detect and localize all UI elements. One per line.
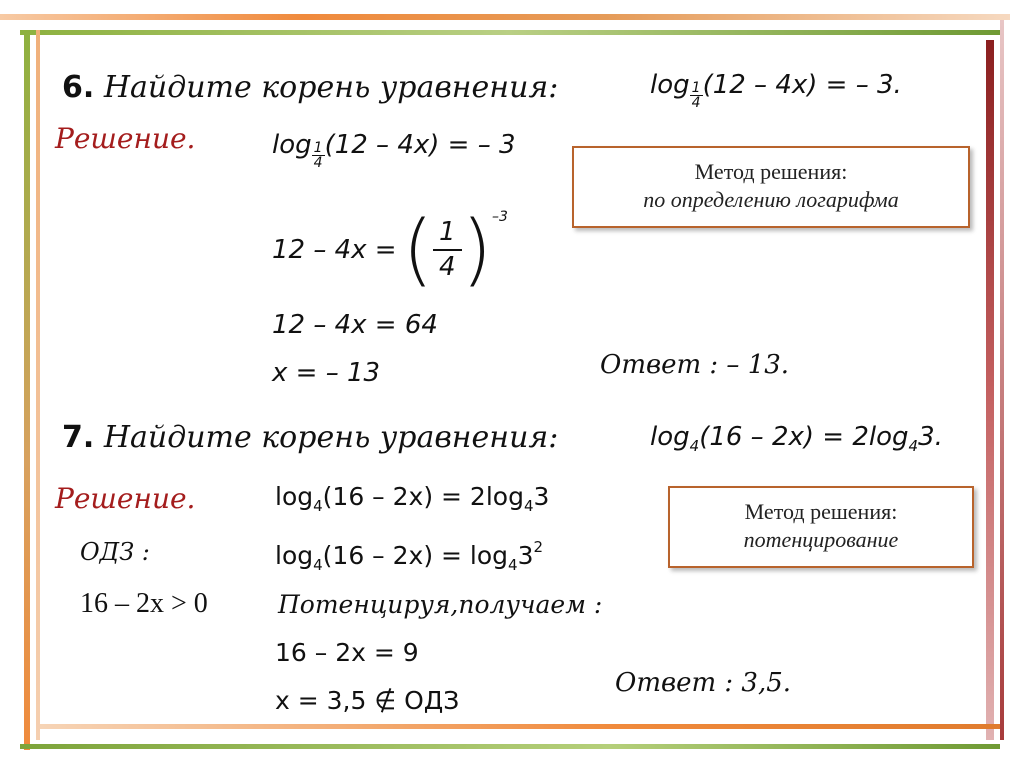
problem6-method-box bbox=[572, 146, 970, 228]
right-decor-bar bbox=[986, 40, 994, 740]
problem6-answer: Ответ : – 13. bbox=[600, 350, 790, 380]
problem6-step1: log $\frac{1}{4}$ (12 – 4x) = – 3 bbox=[272, 130, 516, 171]
problem7-method-text: потенцирование bbox=[743, 527, 899, 552]
bottom-decor-bar bbox=[40, 724, 1000, 729]
problem7-step2: $\log_4(16 - 2x) = \log_43^2$ bbox=[275, 538, 544, 574]
problem6-heading bbox=[62, 70, 558, 105]
problem6-method-text: по определению логарифма bbox=[643, 187, 899, 212]
left-decor-bar bbox=[24, 30, 30, 750]
problem6-equation: log $\frac{1}{4}$ (12 – 4x) = – 3. bbox=[650, 70, 902, 111]
problem7-solution-label: Решение. bbox=[55, 482, 196, 515]
problem7-odz-label: ОДЗ : bbox=[80, 538, 150, 566]
problem6-step4: x = – 13 bbox=[272, 358, 381, 388]
problem7-title: Найдите корень уравнения: bbox=[103, 420, 559, 455]
problem7-heading bbox=[62, 420, 558, 455]
problem7-answer: Ответ : 3,5. bbox=[615, 668, 792, 698]
top-decor-bar bbox=[0, 14, 1010, 20]
problem6-step3: 12 – 4x = 64 bbox=[272, 310, 438, 340]
problem7-step4: x = 3,5 ∉ ОДЗ bbox=[275, 686, 460, 715]
problem7-step1: $\log_4(16 - 2x) = 2\log_43$ bbox=[275, 482, 550, 515]
problem7-method-title: Метод решения: bbox=[744, 499, 898, 524]
bottom-decor-bar-green bbox=[20, 744, 1000, 749]
problem7-step3: 16 – 2x = 9 bbox=[275, 638, 419, 667]
problem7-method-box bbox=[668, 486, 974, 568]
problem6-solution-label: Решение. bbox=[55, 122, 196, 155]
problem6-method-title: Метод решения: bbox=[694, 159, 848, 184]
problem6-title: Найдите корень уравнения: bbox=[103, 70, 559, 105]
problem6-number: 6. bbox=[62, 70, 95, 105]
problem7-odz-condition: 16 – 2x > 0 bbox=[80, 588, 208, 619]
problem6-step2: 12 – 4x = ( 1 4 ) –3 bbox=[272, 205, 508, 295]
problem7-equation: $\log_4(16 - 2x) = 2\log_43$. bbox=[650, 422, 943, 455]
right-decor-bar-light bbox=[1000, 20, 1004, 740]
left-decor-bar-light bbox=[36, 30, 40, 740]
top-decor-bar-green bbox=[20, 30, 1000, 35]
problem7-number: 7. bbox=[62, 420, 95, 455]
problem7-potent-text: Потенцируя,получаем : bbox=[278, 590, 603, 619]
